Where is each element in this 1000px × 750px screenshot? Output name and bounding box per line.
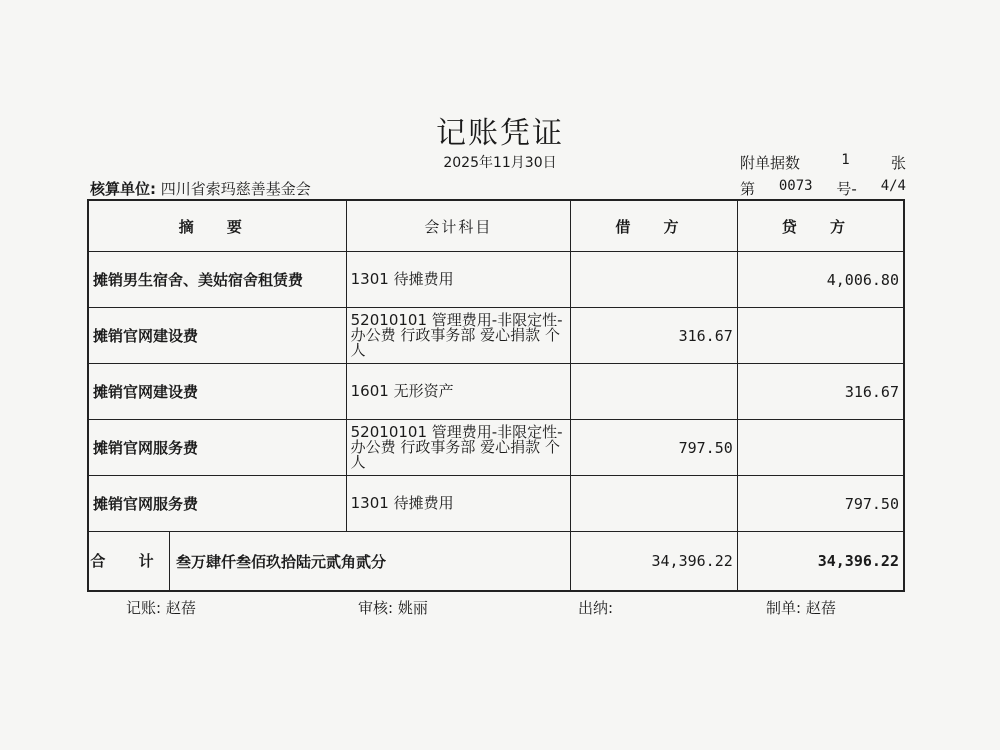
table-row	[88, 308, 904, 364]
total-cell	[88, 532, 571, 592]
row-account: 52010101 管理费用-非限定性-办公费 行政事务部 爱心捐款 个人	[346, 420, 570, 476]
unit-label: 核算单位:	[90, 180, 156, 198]
row-summary: 摊销官网建设费	[88, 308, 346, 364]
total-debit: 34,396.22	[571, 532, 738, 592]
total-row	[88, 532, 904, 592]
bookkeeper-signature	[126, 597, 196, 618]
voucher-date: 2025年11月30日	[443, 155, 557, 171]
reviewer-signature	[358, 597, 428, 618]
header-summary: 摘 要	[88, 200, 346, 252]
row-summary: 摊销官网服务费	[88, 476, 346, 532]
row-summary: 摊销男生宿舍、美姑宿舍租赁费	[88, 252, 346, 308]
cashier-signature	[578, 597, 613, 618]
voucher-page: 4/4	[880, 178, 906, 194]
header-debit: 借 方	[571, 200, 738, 252]
bookkeeper-label: 记账:	[126, 599, 162, 617]
accounting-unit	[90, 178, 311, 199]
row-debit	[571, 476, 738, 532]
row-debit	[571, 364, 738, 420]
voucher-title: 记账凭证	[436, 116, 564, 151]
bookkeeper-name: 赵蓓	[165, 599, 196, 617]
row-account: 1301 待摊费用	[346, 252, 570, 308]
attachment-unit: 张	[890, 154, 906, 172]
row-account: 1601 无形资产	[346, 364, 570, 420]
reviewer-name: 姚丽	[397, 599, 428, 617]
row-account: 52010101 管理费用-非限定性-办公费 行政事务部 爱心捐款 个人	[346, 308, 570, 364]
reviewer-label: 审核:	[358, 599, 394, 617]
row-credit: 797.50	[737, 476, 904, 532]
preparer-signature	[766, 597, 836, 618]
table-row	[88, 420, 904, 476]
cashier-label: 出纳:	[578, 599, 614, 617]
row-debit: 316.67	[571, 308, 738, 364]
row-debit: 797.50	[571, 420, 738, 476]
preparer-name: 赵蓓	[805, 599, 836, 617]
row-account: 1301 待摊费用	[346, 476, 570, 532]
attachment-number: 1	[841, 152, 850, 168]
unit-name: 四川省索玛慈善基金会	[160, 180, 311, 198]
total-label: 合 计	[89, 532, 170, 590]
voucher-suffix: 号-	[836, 180, 857, 198]
row-credit: 4,006.80	[737, 252, 904, 308]
table-header	[88, 200, 904, 252]
row-credit	[737, 308, 904, 364]
table-row	[88, 364, 904, 420]
attachment-label: 附单据数	[740, 154, 801, 172]
table-row	[88, 252, 904, 308]
row-summary: 摊销官网建设费	[88, 364, 346, 420]
row-summary: 摊销官网服务费	[88, 420, 346, 476]
voucher-number-value: 0073	[778, 178, 813, 194]
table-row	[88, 476, 904, 532]
header-account: 会计科目	[346, 200, 570, 252]
total-amount-words: 叁万肆仟叁佰玖拾陆元贰角贰分	[176, 552, 387, 571]
header-credit: 贷 方	[737, 200, 904, 252]
attachment-count	[740, 152, 906, 173]
row-credit: 316.67	[737, 364, 904, 420]
row-debit	[571, 252, 738, 308]
voucher-table	[87, 199, 905, 592]
total-credit: 34,396.22	[737, 532, 904, 592]
voucher-prefix: 第	[740, 180, 756, 198]
voucher-number	[740, 178, 906, 199]
preparer-label: 制单:	[766, 599, 802, 617]
row-credit	[737, 420, 904, 476]
